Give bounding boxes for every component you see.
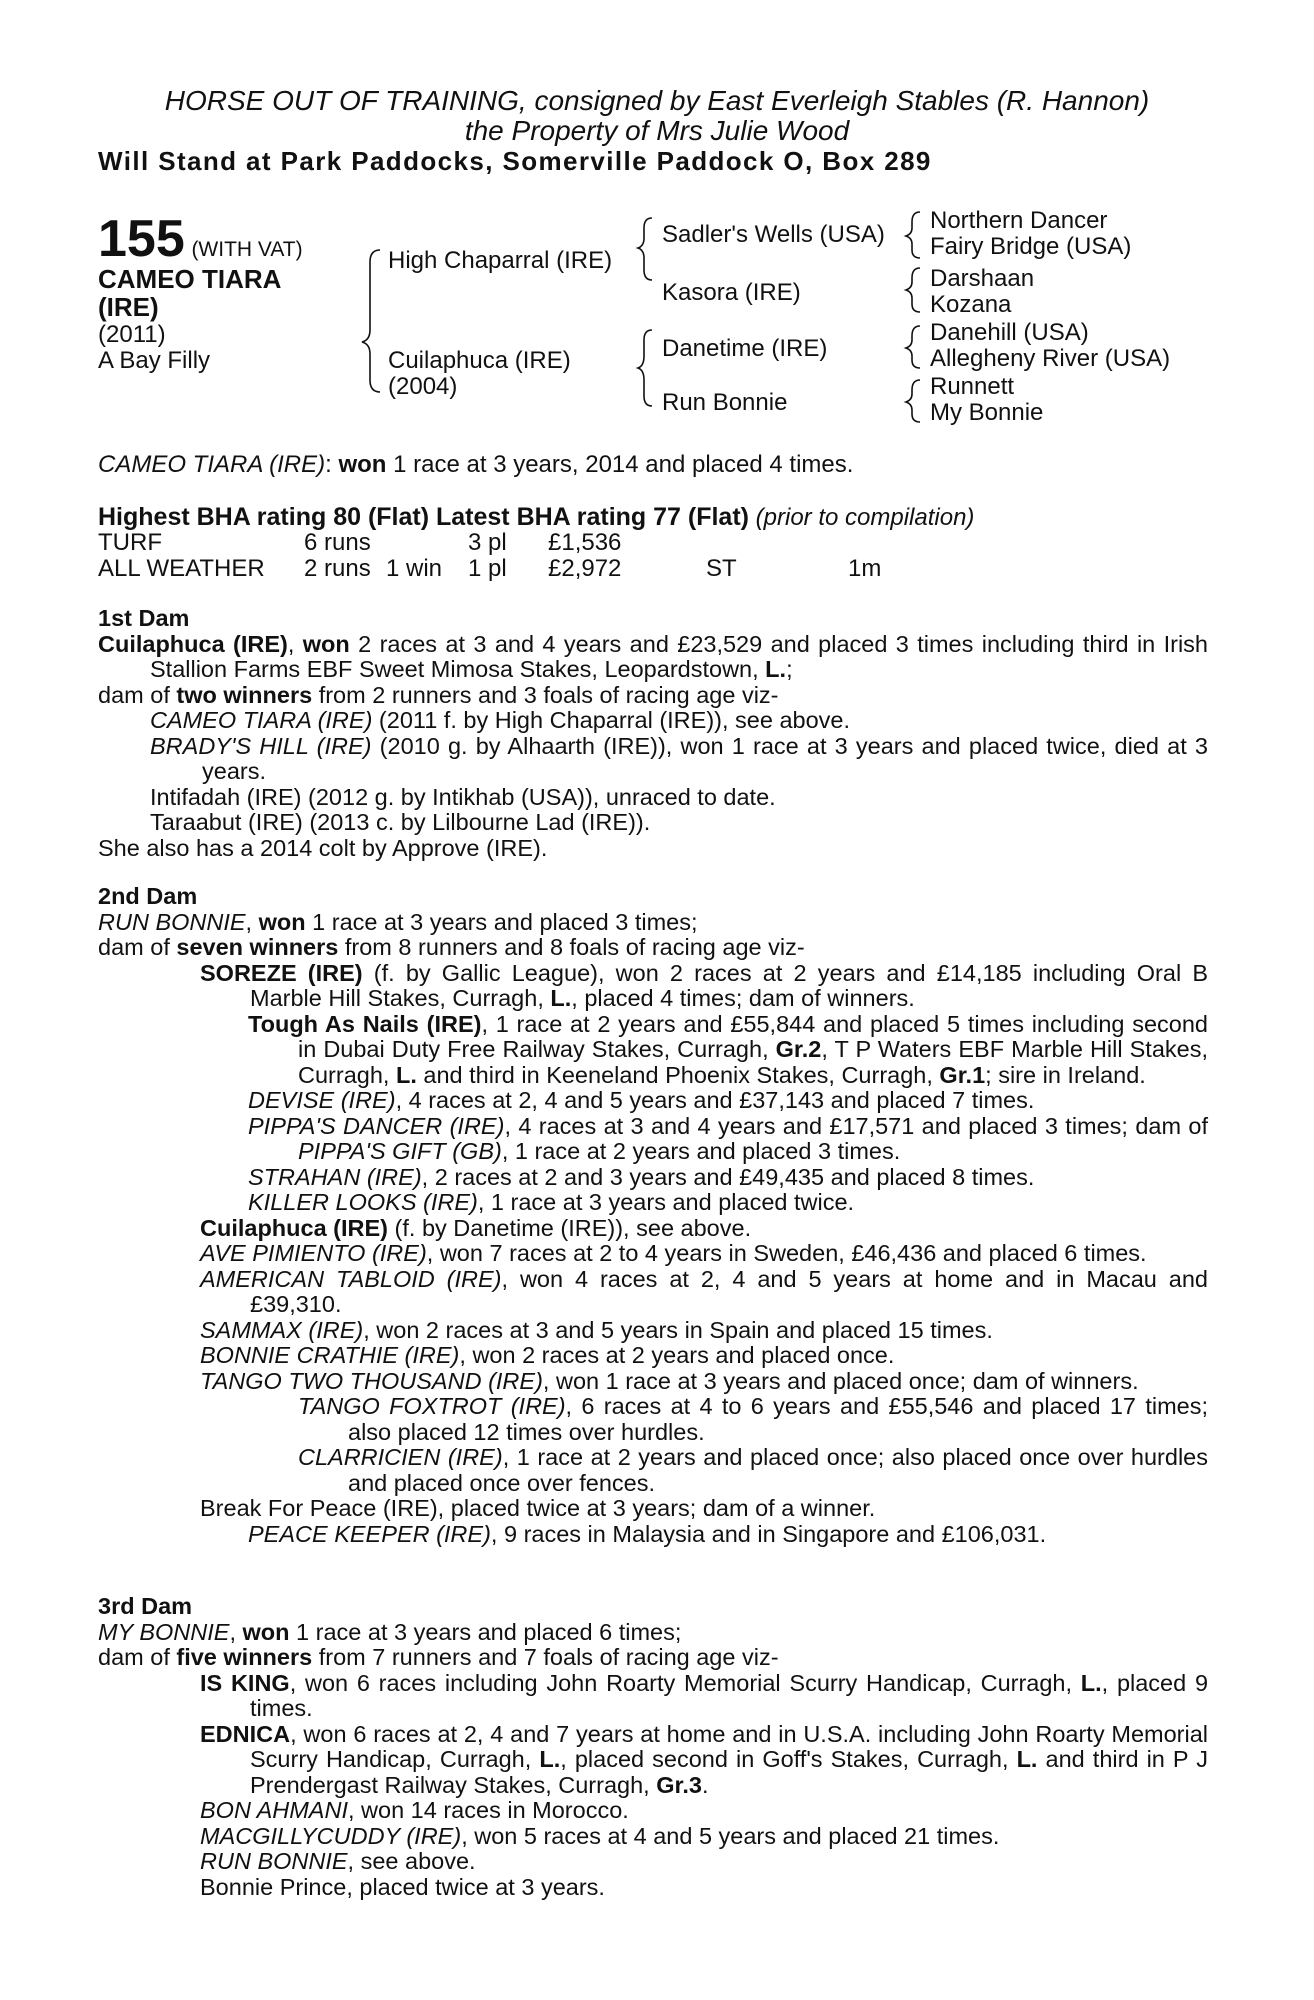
- text-segment: PEACE KEEPER (IRE): [248, 1520, 491, 1547]
- text-segment: from 2 runners and 3 foals of racing age viz-: [312, 681, 779, 708]
- text-segment: AMERICAN TABLOID (IRE): [200, 1265, 502, 1292]
- text-segment: ;: [786, 656, 793, 682]
- text-segment: RUN BONNIE: [200, 1848, 348, 1874]
- aw-wins: 1 win: [386, 555, 443, 582]
- produce-entry: [98, 1114, 1208, 1165]
- sire-sire-dam: Fairy Bridge (USA): [930, 233, 1132, 260]
- text-segment: 1 race at 3 years and placed 3 times;: [305, 908, 698, 935]
- text-segment: , 2 races at 2 and 3 years and £49,435 and placed 8 times.: [421, 1163, 1035, 1190]
- text-segment: L.: [550, 985, 572, 1011]
- aw-placed: 1 pl: [468, 555, 507, 582]
- sire-dam-dam: Kozana: [930, 291, 1012, 318]
- text-segment: dam of: [98, 681, 177, 708]
- text-segment: , won 7 races at 2 to 4 years in Sweden, £46,436 and placed 6 times.: [426, 1240, 1147, 1266]
- property-line: the Property of Mrs Julie Wood: [464, 115, 850, 146]
- third-dam-produce-summary: [98, 1645, 1208, 1671]
- text-segment: MY BONNIE: [98, 1618, 230, 1645]
- text-segment: (2011 f. by High Chaparral (IRE)), see above.: [372, 707, 851, 733]
- aw-runs: 2 runs: [304, 555, 371, 582]
- text-segment: , 6 races at 4 to 6 years and £55,546 and placed 17 times; also placed 12 times over hurdles.: [348, 1393, 1208, 1445]
- text-segment: L.: [1080, 1669, 1102, 1696]
- aw-distance: 1m: [848, 555, 882, 582]
- text-segment: , T P Waters EBF Marble Hill Stakes, Curragh,: [298, 1036, 1208, 1088]
- first-dam-heading: 1st Dam: [98, 605, 190, 631]
- text-segment: AVE PIMIENTO (IRE): [200, 1240, 427, 1266]
- text-segment: from 7 runners and 7 foals of racing age viz-: [312, 1644, 779, 1670]
- text-segment: , won 1 race at 3 years and placed once; dam of winners.: [542, 1367, 1139, 1394]
- consignor-line: HORSE OUT OF TRAINING, consigned by East Everleigh Stables (R. Hannon): [164, 85, 1150, 116]
- text-segment: 1 race at 3 years and placed 6 times;: [289, 1618, 682, 1645]
- text-segment: Gr.2: [775, 1036, 822, 1062]
- produce-entry: [98, 1394, 1208, 1445]
- dam-sire-dam: Allegheny River (USA): [930, 345, 1171, 372]
- turf-runs: 6 runs: [304, 529, 371, 556]
- text-segment: Cuilaphuca (IRE): [200, 1214, 389, 1241]
- turf-surface: TURF: [98, 529, 162, 556]
- produce-entry: [98, 1088, 1208, 1114]
- second-dam-section: [98, 884, 1208, 1547]
- text-segment: dam of: [98, 1644, 177, 1670]
- first-dam-produce-summary: [98, 683, 1208, 709]
- second-dam-heading: 2nd Dam: [98, 883, 198, 909]
- pedigree-brackets: [0, 0, 1314, 440]
- text-segment: five winners: [176, 1644, 313, 1670]
- turf-prize: £1,536: [548, 529, 622, 556]
- turf-placed: 3 pl: [468, 529, 507, 556]
- summary-won: won: [338, 451, 387, 478]
- first-dam-record: Cuilaphuca (IRE), won 2 races at 3 and 4 years and £23,529 and placed 3 times including third in Irish Stallion Farms EBF Sweet Mimosa Stakes, Leopardstown, L.;: [98, 630, 1208, 682]
- text-segment: BON AHMANI: [200, 1797, 348, 1823]
- bha-rating: [98, 504, 974, 531]
- produce-entry: [98, 1216, 1208, 1242]
- text-segment: , 1 race at 2 years and placed once; also placed once over hurdles and placed once over fences.: [348, 1444, 1208, 1496]
- produce-entry: Intifadah (IRE) (2012 g. by Intikhab (USA)), unraced to date.: [150, 783, 776, 810]
- text-segment: , placed second in Goff's Stakes, Curragh,: [560, 1746, 1017, 1772]
- produce-entry: [98, 1267, 1208, 1318]
- vat-note: (WITH VAT): [191, 238, 303, 261]
- produce-entry: [98, 1318, 1208, 1344]
- text-segment: L.: [539, 1746, 561, 1772]
- dam-dam: Run Bonnie: [662, 389, 788, 416]
- text-segment: 2 races at 3 and 4 years and £23,529 and placed 3 times including third in Irish Stallion Farms EBF Sweet Mimosa Stakes, Leopardstown,: [150, 630, 1208, 682]
- text-segment: SAMMAX (IRE): [200, 1316, 364, 1343]
- text-segment: TANGO TWO THOUSAND (IRE): [200, 1367, 543, 1394]
- text-segment: , see above.: [347, 1848, 476, 1874]
- text-segment: and third in P J Prendergast Railway Stakes, Curragh,: [250, 1746, 1208, 1798]
- lot-number: 155: [98, 210, 185, 268]
- text-segment: SOREZE (IRE): [200, 959, 363, 986]
- stand-location: Will Stand at Park Paddocks, Somerville Paddock O, Box 289: [98, 146, 932, 176]
- produce-entry: [98, 1343, 1208, 1369]
- produce-entry: [98, 1798, 1208, 1824]
- text-segment: , 1 race at 3 years and placed twice.: [477, 1189, 855, 1215]
- produce-entry: Break For Peace (IRE), placed twice at 3 years; dam of a winner.: [200, 1495, 876, 1521]
- aw-surface: ALL WEATHER: [98, 555, 265, 582]
- produce-entry: [98, 1165, 1208, 1191]
- text-segment: won: [242, 1618, 290, 1645]
- text-segment: Gr.3: [656, 1771, 702, 1798]
- produce-entry: [98, 1722, 1208, 1799]
- produce-entry: Bonnie Prince, placed twice at 3 years.: [200, 1873, 605, 1900]
- text-segment: , won 2 races at 3 and 5 years in Spain and placed 15 times.: [363, 1316, 993, 1343]
- text-segment: , won 6 races including John Roarty Memorial Scurry Handicap, Curragh,: [289, 1669, 1081, 1696]
- first-dam-section: [98, 606, 1208, 861]
- sire-dam-sire: Darshaan: [930, 265, 1035, 292]
- text-segment: PIPPA'S GIFT (GB): [298, 1138, 502, 1164]
- text-segment: IS KING: [200, 1669, 290, 1696]
- dam-dam-dam: My Bonnie: [930, 399, 1044, 426]
- horse-country: (IRE): [98, 292, 159, 322]
- text-segment: KILLER LOOKS (IRE): [248, 1189, 478, 1215]
- text-segment: , 9 races in Malaysia and in Singapore and £106,031.: [490, 1520, 1047, 1547]
- text-segment: , won 14 races in Morocco.: [347, 1797, 629, 1823]
- summary-text: 1 race at 3 years, 2014 and placed 4 times.: [386, 451, 854, 478]
- produce-entry: [98, 1849, 1208, 1875]
- text-segment: (2010 g. by Alhaarth (IRE)), won 1 race at 3 years and placed twice, died at 3 years.: [202, 732, 1208, 784]
- text-segment: , 1 race at 2 years and placed 3 times.: [501, 1138, 901, 1164]
- text-segment: ; sire in Ireland.: [985, 1061, 1146, 1088]
- dam-sire-sire: Danehill (USA): [930, 319, 1089, 346]
- text-segment: , won 6 races at 2, 4 and 7 years at home and in U.S.A. including John Roarty Memorial Scurry Handicap, Curragh,: [250, 1720, 1208, 1772]
- text-segment: L.: [765, 656, 787, 682]
- text-segment: BRADY'S HILL (IRE): [150, 732, 372, 759]
- dam-sire: Danetime (IRE): [662, 335, 828, 362]
- foaling-year: (2011): [98, 321, 166, 348]
- produce-entry: [98, 1012, 1208, 1089]
- summary-horse-name: CAMEO TIARA (IRE): [98, 451, 326, 478]
- text-segment: MACGILLYCUDDY (IRE): [200, 1822, 462, 1849]
- produce-entry: [98, 1369, 1208, 1395]
- text-segment: , 4 races at 3 and 4 years and £17,571 and placed 3 times; dam of: [504, 1112, 1208, 1139]
- text-segment: , won 2 races at 2 years and placed once.: [459, 1342, 895, 1368]
- rating-note: (prior to compilation): [755, 504, 975, 531]
- dam-year: (2004): [388, 373, 458, 400]
- text-segment: , 1 race at 2 years and £55,844 and placed 5 times including second in Dubai Duty Free Railway Stakes, Curragh,: [298, 1010, 1209, 1062]
- text-segment: PIPPA'S DANCER (IRE): [248, 1112, 505, 1139]
- text-segment: DEVISE (IRE): [248, 1087, 396, 1113]
- text-segment: EDNICA: [200, 1720, 291, 1747]
- text-segment: Tough As Nails (IRE): [248, 1010, 482, 1037]
- third-dam-heading: 3rd Dam: [98, 1593, 193, 1619]
- text-segment: CLARRICIEN (IRE): [298, 1444, 503, 1470]
- produce-entry: [98, 961, 1208, 1012]
- text-segment: , 4 races at 2, 4 and 5 years and £37,143 and placed 7 times.: [395, 1087, 1035, 1113]
- second-dam-record: RUN BONNIE, won 1 race at 3 years and placed 3 times;: [98, 908, 698, 935]
- produce-entry: [98, 734, 1208, 785]
- text-segment: two winners: [176, 681, 313, 708]
- aw-going: ST: [706, 555, 737, 582]
- text-segment: (f. by Gallic League), won 2 races at 2 years and £14,185 including Oral B Marble Hill Stakes, Curragh,: [250, 959, 1209, 1011]
- text-segment: from 8 runners and 8 foals of racing age viz-: [338, 934, 805, 960]
- text-segment: L.: [1016, 1746, 1038, 1772]
- text-segment: RUN BONNIE: [98, 908, 246, 935]
- text-segment: , won 4 races at 2, 4 and 5 years at home and in Macau and £39,310.: [250, 1265, 1208, 1317]
- text-segment: L.: [395, 1061, 417, 1088]
- text-segment: (f. by Danetime (IRE)), see above.: [388, 1214, 752, 1241]
- dam: Cuilaphuca (IRE): [388, 347, 571, 374]
- text-segment: and third in Keeneland Phoenix Stakes, Curragh,: [416, 1061, 940, 1088]
- horse-name: CAMEO TIARA: [98, 264, 282, 294]
- sire-sire-sire: Northern Dancer: [930, 207, 1108, 234]
- produce-entry: [98, 1522, 1208, 1548]
- third-dam-record: MY BONNIE, won 1 race at 3 years and placed 6 times;: [98, 1618, 682, 1645]
- text-segment: dam of: [98, 934, 177, 960]
- text-segment: won: [258, 908, 306, 935]
- produce-entry: [98, 1445, 1208, 1496]
- text-segment: Gr.1: [939, 1061, 986, 1088]
- sire-sire: Sadler's Wells (USA): [662, 221, 885, 248]
- sire: High Chaparral (IRE): [388, 247, 613, 274]
- sire-dam: Kasora (IRE): [662, 279, 801, 306]
- produce-entry: [98, 708, 1208, 734]
- produce-note: She also has a 2014 colt by Approve (IRE).: [98, 834, 548, 861]
- dam-dam-sire: Runnett: [930, 373, 1015, 400]
- text-segment: BONNIE CRATHIE (IRE): [200, 1342, 460, 1368]
- rating-text: Highest BHA rating 80 (Flat) Latest BHA rating 77 (Flat): [98, 503, 749, 531]
- produce-entry: [98, 1241, 1208, 1267]
- horse-description: A Bay Filly: [98, 347, 211, 374]
- second-dam-produce-summary: [98, 935, 1208, 961]
- produce-entry: [98, 1671, 1208, 1722]
- text-segment: , placed 9 times.: [250, 1669, 1209, 1721]
- third-dam-section: [98, 1594, 1208, 1900]
- text-segment: CAMEO TIARA (IRE): [150, 707, 373, 733]
- text-segment: Cuilaphuca (IRE): [98, 630, 288, 657]
- text-segment: , won 5 races at 4 and 5 years and placed 21 times.: [461, 1822, 1000, 1849]
- text-segment: seven winners: [176, 934, 339, 960]
- aw-prize: £2,972: [548, 555, 622, 582]
- text-segment: STRAHAN (IRE): [248, 1163, 422, 1190]
- produce-entry: Taraabut (IRE) (2013 c. by Lilbourne Lad (IRE)).: [150, 809, 651, 835]
- produce-entry: [98, 1190, 1208, 1216]
- racing-summary: CAMEO TIARA (IRE): won 1 race at 3 years, 2014 and placed 4 times.: [98, 451, 854, 478]
- produce-entry: [98, 1824, 1208, 1850]
- text-segment: TANGO FOXTROT (IRE): [298, 1393, 566, 1419]
- text-segment: .: [701, 1771, 709, 1798]
- text-segment: won: [302, 630, 350, 657]
- text-segment: , placed 4 times; dam of winners.: [571, 985, 915, 1011]
